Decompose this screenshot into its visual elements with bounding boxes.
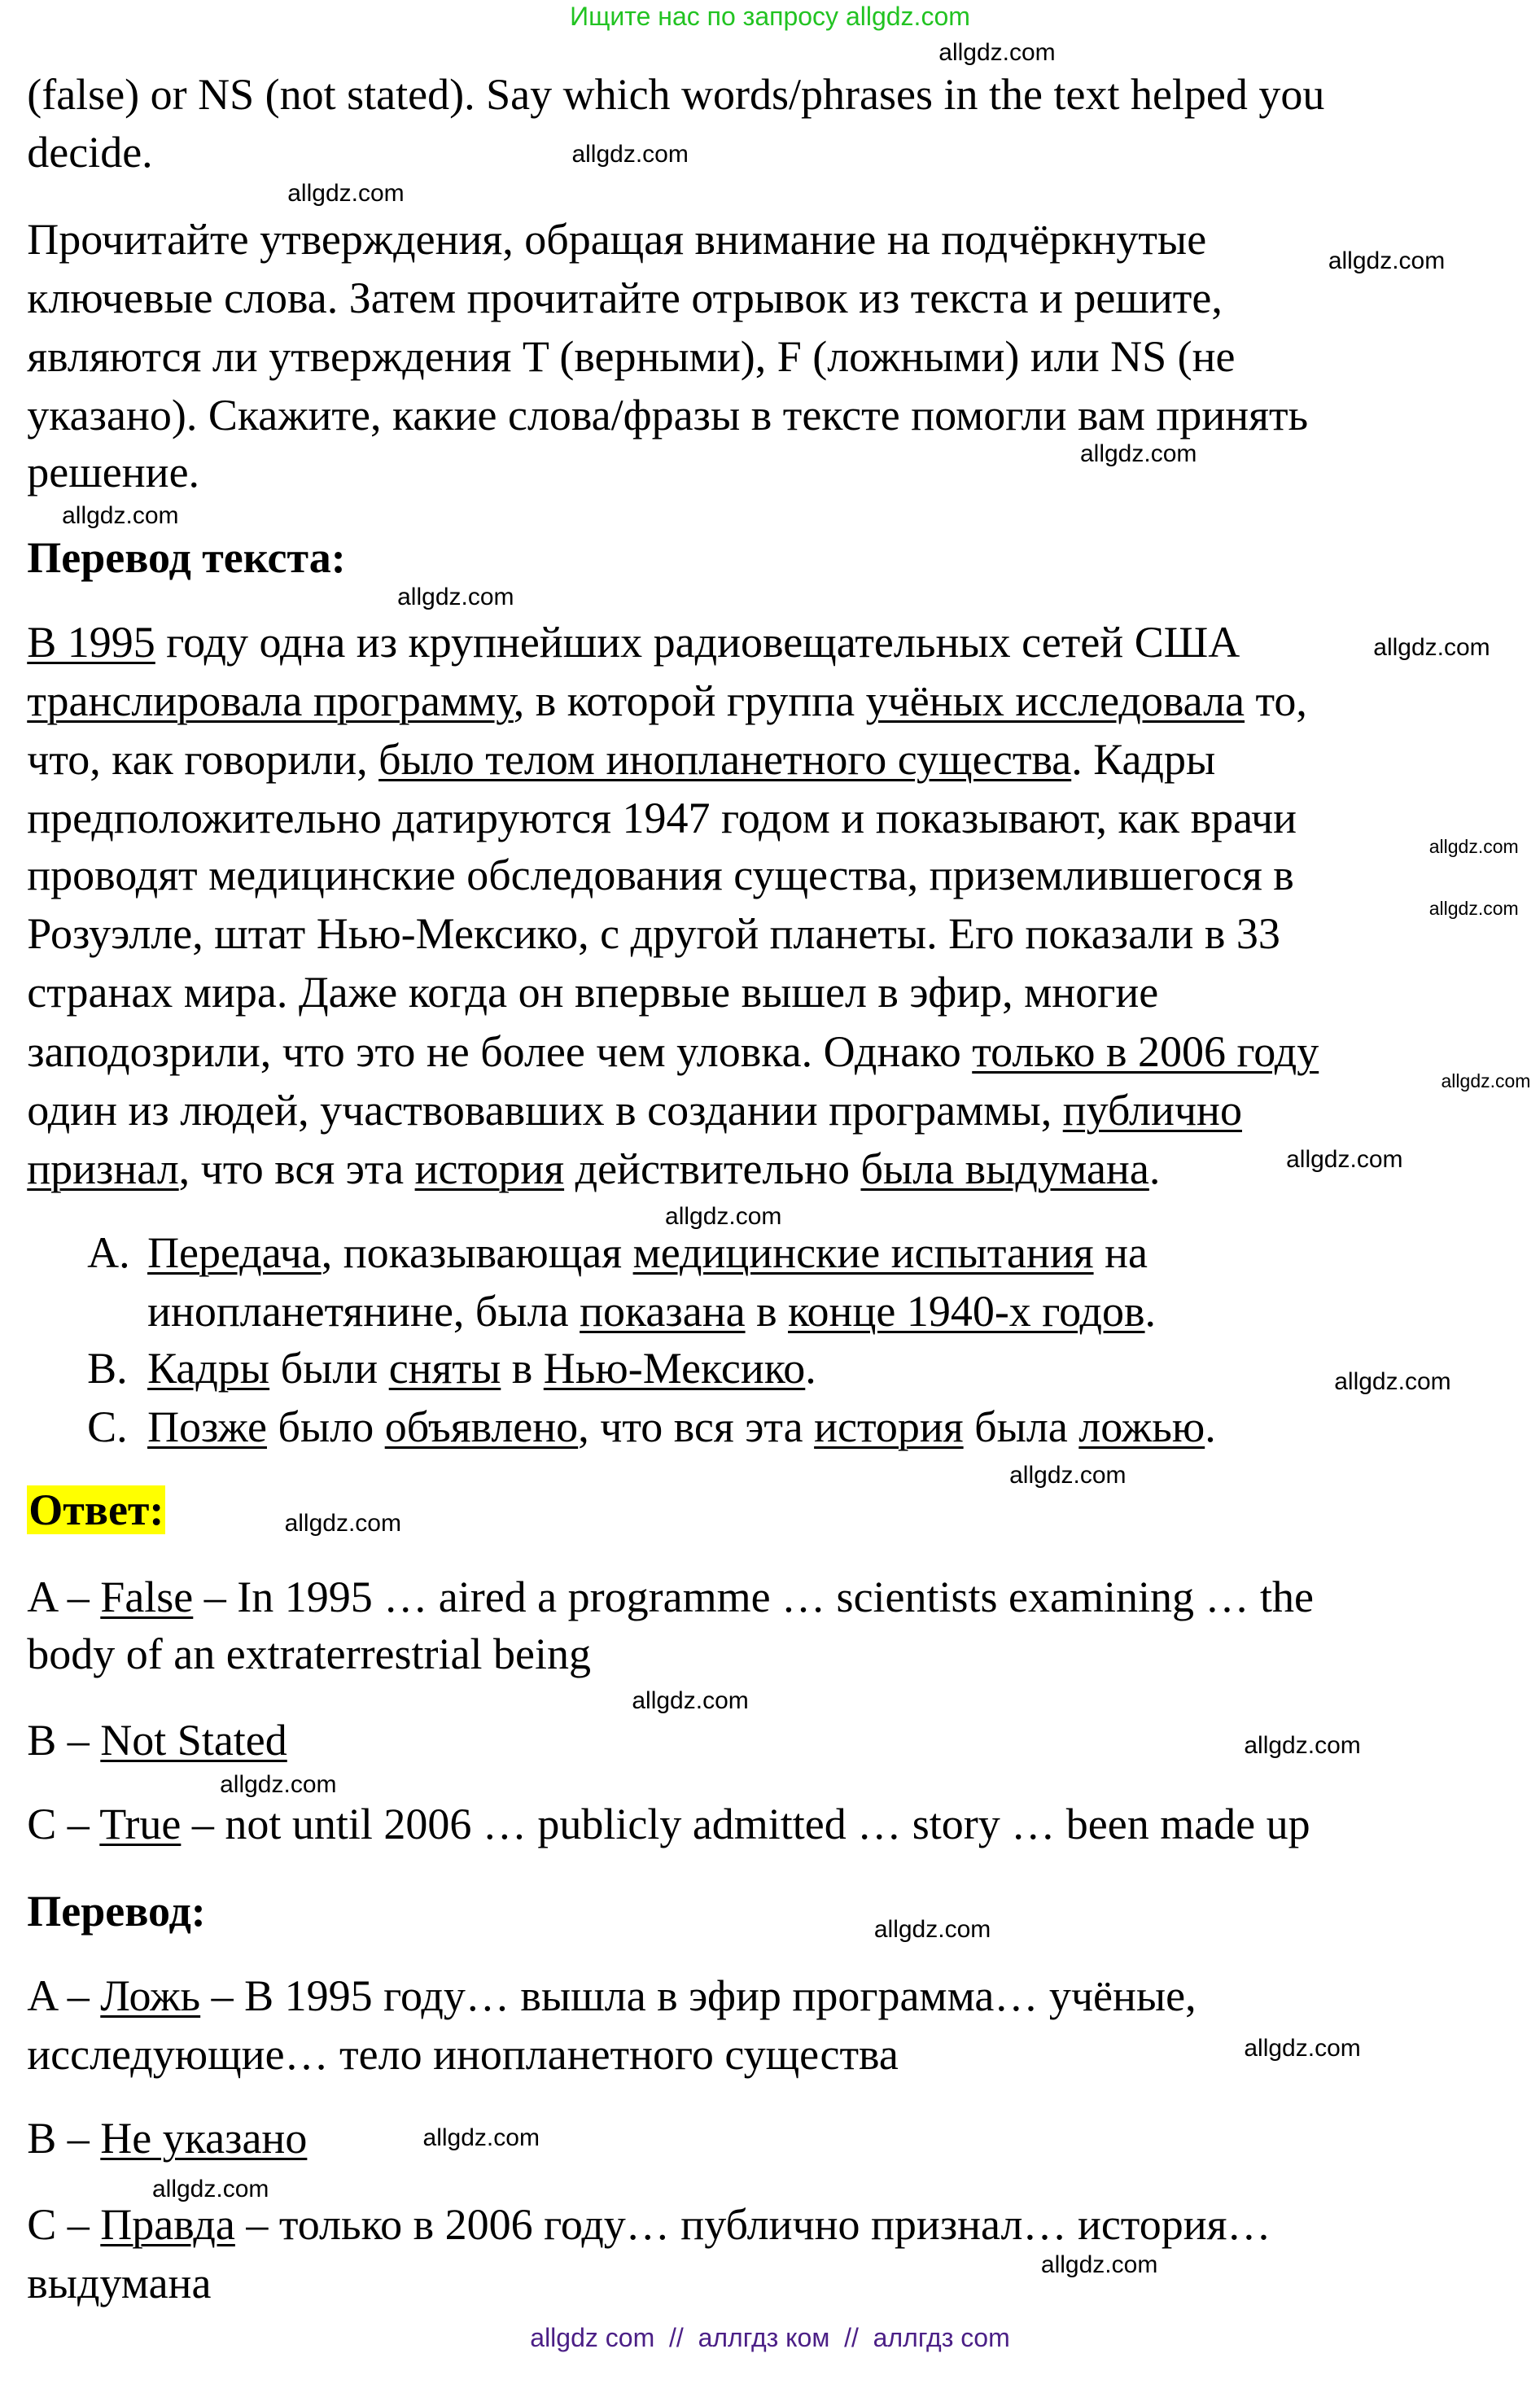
text-segment: один из людей, участвовавших в создании программы, bbox=[27, 1085, 1063, 1135]
watermark: allgdz.com bbox=[62, 501, 179, 529]
underlined-keyword: учёных исследовала bbox=[865, 676, 1245, 725]
text-segment: указано). Скажите, какие слова/фразы в тексте помогли вам принять bbox=[27, 390, 1309, 440]
list-marker: B. bbox=[87, 1344, 128, 1393]
text-segment: . bbox=[1205, 1402, 1216, 1452]
underlined-keyword: была выдумана bbox=[860, 1144, 1149, 1193]
text-line bbox=[27, 2115, 307, 2161]
watermark: allgdz.com bbox=[1286, 1145, 1403, 1173]
text-segment: инопланетянине, была bbox=[147, 1287, 580, 1336]
watermark: allgdz.com bbox=[1244, 1732, 1361, 1760]
text-segment: , в которой группа bbox=[513, 676, 866, 725]
text-segment: являются ли утверждения T (верными), F (ложными) или NS (не bbox=[27, 331, 1236, 381]
text-line bbox=[27, 1801, 1310, 1847]
section-heading: Перевод: bbox=[27, 1887, 206, 1936]
underlined-keyword: объявлено bbox=[384, 1402, 579, 1452]
text-line bbox=[27, 2199, 1271, 2249]
text-segment: на bbox=[1093, 1228, 1148, 1278]
text-segment: – только в 2006 году… публично признал… история… bbox=[234, 2199, 1271, 2249]
text-line bbox=[27, 852, 1294, 898]
text-line bbox=[27, 1026, 1319, 1076]
underlined-keyword: история bbox=[814, 1402, 964, 1452]
watermark: allgdz.com bbox=[1373, 634, 1490, 662]
text-segment: body of an extraterrestrial being bbox=[27, 1629, 591, 1679]
watermark: allgdz.com bbox=[665, 1202, 782, 1230]
text-segment: странах мира. Даже когда он впервые вышел в эфир, многие bbox=[27, 968, 1159, 1017]
text-segment: – In 1995 … aired a programme … scientists examining … the bbox=[193, 1573, 1314, 1622]
text-line bbox=[27, 331, 1236, 381]
text-segment: Розуэлле, штат Нью-Мексико, с другой планеты. Его показали в 33 bbox=[27, 909, 1280, 959]
watermark: allgdz.com bbox=[1428, 897, 1519, 919]
watermark: allgdz.com bbox=[422, 2124, 540, 2152]
text-segment: действительно bbox=[564, 1144, 861, 1193]
watermark: allgdz.com bbox=[287, 180, 405, 208]
text-segment: что, как говорили, bbox=[27, 735, 379, 785]
watermark: allgdz.com bbox=[397, 583, 514, 610]
watermark: allgdz.com bbox=[571, 141, 689, 168]
watermark: allgdz.com bbox=[1009, 1461, 1127, 1489]
text-segment: B – bbox=[27, 1715, 101, 1765]
text-line bbox=[27, 1146, 1160, 1192]
watermark: allgdz.com bbox=[1428, 836, 1519, 858]
text-segment: C – bbox=[27, 1800, 100, 1849]
underlined-keyword: история bbox=[414, 1144, 565, 1193]
text-segment: . bbox=[805, 1344, 816, 1393]
text-line bbox=[27, 1487, 165, 1533]
text-segment: , что вся эта bbox=[578, 1402, 815, 1452]
watermark: allgdz.com bbox=[1441, 1070, 1531, 1092]
text-segment: было bbox=[266, 1402, 385, 1452]
underlined-keyword: показана bbox=[580, 1287, 746, 1336]
text-segment: – not until 2006 … publicly admitted … story … been made up bbox=[181, 1800, 1310, 1849]
text-line bbox=[27, 214, 1207, 264]
text-line bbox=[27, 795, 1297, 841]
underlined-keyword: Не указано bbox=[100, 2114, 308, 2163]
text-segment: decide. bbox=[27, 127, 153, 177]
text-segment: проводят медицинские обследования существа, приземлившегося в bbox=[27, 851, 1294, 900]
text-segment: , что вся эта bbox=[178, 1144, 415, 1193]
text-segment: . bbox=[1148, 1144, 1161, 1193]
text-segment: предположительно датируются 1947 годом и показывают, как врачи bbox=[27, 794, 1297, 843]
underlined-keyword: Not Stated bbox=[100, 1715, 287, 1765]
text-segment: году одна из крупнейших радиовещательных сетей США bbox=[155, 617, 1240, 667]
text-line bbox=[27, 619, 1240, 665]
text-line bbox=[27, 735, 1216, 785]
underlined-keyword: было телом инопланетного существа bbox=[378, 735, 1072, 785]
list-marker: A. bbox=[87, 1228, 130, 1278]
text-line bbox=[27, 2029, 899, 2079]
watermark: allgdz.com bbox=[873, 1915, 991, 1943]
underlined-keyword: конце 1940-х годов bbox=[788, 1287, 1145, 1336]
text-segment: B – bbox=[27, 2114, 101, 2163]
underlined-keyword: сняты bbox=[388, 1344, 501, 1393]
text-line bbox=[27, 275, 1223, 321]
underlined-keyword: только в 2006 году bbox=[972, 1026, 1319, 1076]
text-segment: были bbox=[269, 1344, 389, 1393]
footer-banner: allgdz com // аллгдз ком // аллгдз com bbox=[530, 2323, 1010, 2352]
text-line bbox=[147, 1288, 1156, 1334]
text-line bbox=[27, 2260, 211, 2306]
section-heading: Ответ: bbox=[28, 1485, 164, 1535]
text-line bbox=[27, 449, 199, 495]
watermark: allgdz.com bbox=[1334, 1367, 1451, 1395]
text-segment: ключевые слова. Затем прочитайте отрывок из текста и решите, bbox=[27, 273, 1223, 322]
underlined-keyword: В 1995 bbox=[27, 617, 155, 667]
text-line bbox=[27, 1631, 591, 1677]
text-segment: . Кадры bbox=[1071, 735, 1216, 785]
text-segment: (false) or NS (not stated). Say which words/phrases in the text helped you bbox=[27, 70, 1325, 120]
underlined-keyword: ложью bbox=[1078, 1402, 1205, 1452]
text-line bbox=[27, 909, 1280, 959]
text-segment: Прочитайте утверждения, обращая внимание на подчёркнутые bbox=[27, 214, 1207, 264]
text-line bbox=[27, 1574, 1314, 1620]
underlined-keyword: транслировала программу bbox=[27, 676, 514, 725]
text-line bbox=[27, 969, 1158, 1015]
underlined-keyword: Передача bbox=[147, 1228, 322, 1278]
underlined-keyword: True bbox=[99, 1800, 182, 1849]
text-segment: в bbox=[501, 1344, 544, 1393]
text-line bbox=[27, 392, 1308, 438]
text-segment: A – bbox=[27, 1971, 101, 2020]
underlined-keyword: медицинские испытания bbox=[632, 1228, 1094, 1278]
text-segment: выдумана bbox=[27, 2258, 212, 2307]
watermark: allgdz.com bbox=[1244, 2034, 1361, 2062]
underlined-keyword: Правда bbox=[100, 2199, 235, 2249]
list-marker: C. bbox=[87, 1402, 128, 1452]
text-line bbox=[87, 1404, 1216, 1450]
text-segment: исследующие… тело инопланетного существа bbox=[27, 2029, 899, 2079]
text-line bbox=[27, 1087, 1242, 1133]
underlined-keyword: публично bbox=[1062, 1085, 1242, 1135]
underlined-keyword: Кадры bbox=[147, 1344, 270, 1393]
underlined-keyword: Ложь bbox=[100, 1971, 201, 2020]
text-line bbox=[27, 1717, 287, 1763]
underlined-keyword: признал bbox=[27, 1144, 179, 1193]
text-line bbox=[27, 129, 152, 175]
underlined-keyword: Нью-Мексико bbox=[543, 1344, 806, 1393]
text-line bbox=[27, 533, 346, 583]
watermark: allgdz.com bbox=[1328, 247, 1446, 275]
watermark: allgdz.com bbox=[1040, 2251, 1158, 2278]
text-line bbox=[27, 1973, 1196, 2019]
text-line bbox=[27, 1888, 206, 1934]
text-line bbox=[27, 678, 1307, 724]
watermark: allgdz.com bbox=[151, 2176, 269, 2203]
watermark: allgdz.com bbox=[632, 1686, 749, 1714]
search-banner: Ищите нас по запросу allgdz.com bbox=[570, 2, 970, 31]
text-line bbox=[87, 1228, 1148, 1278]
underlined-keyword: Позже bbox=[147, 1402, 267, 1452]
text-segment: решение. bbox=[27, 448, 200, 497]
watermark: allgdz.com bbox=[938, 38, 1056, 66]
text-segment: – В 1995 году… вышла в эфир программа… учёные, bbox=[200, 1971, 1197, 2020]
text-segment: то, bbox=[1245, 676, 1307, 725]
watermark: allgdz.com bbox=[220, 1771, 337, 1799]
section-heading: Перевод текста: bbox=[27, 533, 346, 583]
text-segment: в bbox=[745, 1287, 789, 1336]
text-segment: , показывающая bbox=[321, 1228, 633, 1278]
watermark: allgdz.com bbox=[1079, 440, 1197, 467]
text-segment: C – bbox=[27, 2199, 101, 2249]
text-line bbox=[87, 1345, 816, 1391]
text-line bbox=[27, 70, 1325, 120]
text-segment: A – bbox=[27, 1573, 101, 1622]
text-segment: была bbox=[963, 1402, 1079, 1452]
underlined-keyword: False bbox=[100, 1573, 194, 1622]
watermark: allgdz.com bbox=[284, 1509, 401, 1537]
text-segment: . bbox=[1144, 1287, 1157, 1336]
text-segment: заподозрили, что это не более чем уловка. Однако bbox=[27, 1026, 973, 1076]
